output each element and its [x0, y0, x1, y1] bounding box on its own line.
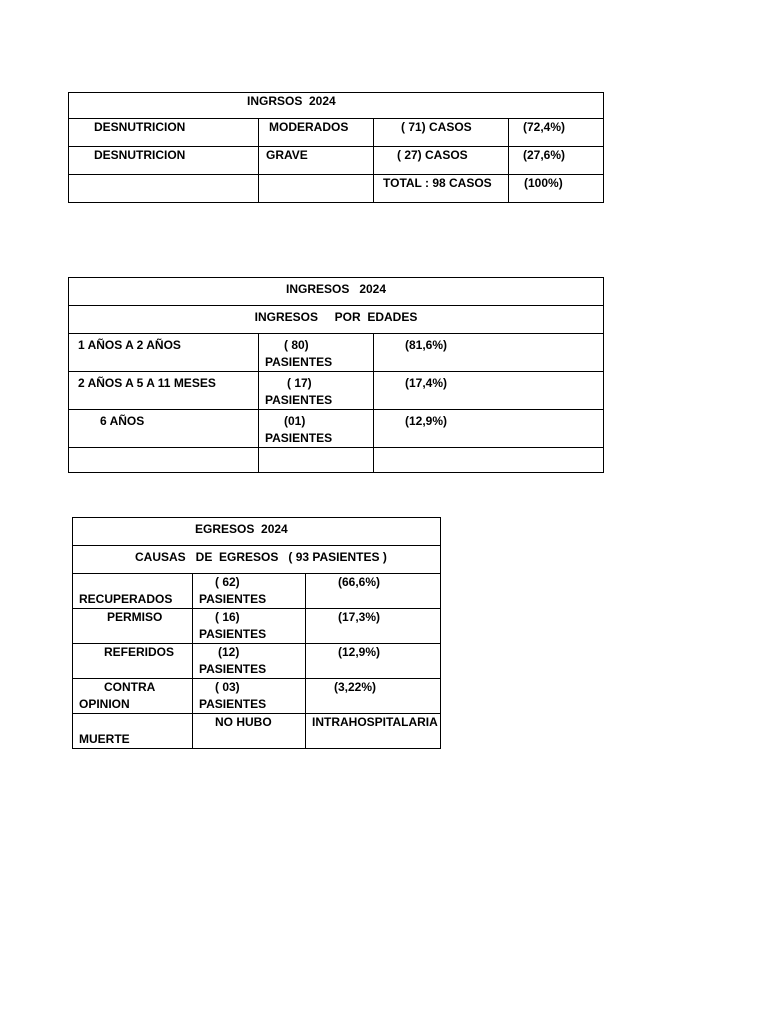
table-row: [69, 410, 604, 448]
table-row: [69, 334, 604, 372]
count-value: (12): [218, 645, 240, 659]
count-cell: [259, 410, 374, 448]
count-unit: PASIENTES: [265, 393, 333, 407]
count-value: ( 62): [215, 575, 240, 589]
table1-cell: ( 71) CASOS: [374, 119, 509, 147]
count-cell: [259, 334, 374, 372]
table-row: [73, 644, 441, 679]
count-cell: [259, 372, 374, 410]
cause-cell: PERMISO: [73, 609, 193, 644]
pct-cell: (17,3%): [306, 609, 441, 644]
table1-total-cell: TOTAL : 98 CASOS: [374, 175, 509, 203]
cause-cell: [73, 679, 193, 714]
cause-line-1: CONTRA: [104, 680, 156, 694]
cause-cell: REFERIDOS: [73, 644, 193, 679]
table-row: [73, 679, 441, 714]
count-cell: [193, 679, 306, 714]
age-cell: 6 AÑOS: [69, 410, 259, 448]
ingresos-por-edades-table: [68, 277, 604, 473]
table1-cell: MODERADOS: [259, 119, 374, 147]
table-row: [69, 372, 604, 410]
count-unit: PASIENTES: [199, 662, 267, 676]
pct-cell: (81,6%): [374, 334, 604, 372]
cause-cell: RECUPERADOS: [73, 574, 193, 609]
table1-cell: DESNUTRICION: [69, 119, 259, 147]
count-unit: PASIENTES: [265, 355, 333, 369]
count-value: ( 03): [215, 680, 240, 694]
table1-cell: ( 27) CASOS: [374, 147, 509, 175]
table1-cell: [259, 175, 374, 203]
table-row: [69, 448, 604, 473]
table-row: [73, 574, 441, 609]
empty-cell: [259, 448, 374, 473]
col2-cell: NO HUBO: [193, 714, 306, 749]
table1-cell: (27,6%): [509, 147, 604, 175]
table1-cell: (72,4%): [509, 119, 604, 147]
table1-cell: GRAVE: [259, 147, 374, 175]
col3-cell: INTRAHOSPITALARIA: [306, 714, 441, 749]
table1-cell: DESNUTRICION: [69, 147, 259, 175]
age-cell: 2 AÑOS A 5 A 11 MESES: [69, 372, 259, 410]
pct-cell: (3,22%): [306, 679, 441, 714]
count-value: ( 80): [284, 338, 309, 352]
table2-title: INGRESOS 2024: [69, 278, 604, 306]
empty-cell: [374, 448, 604, 473]
table1-cell: (100%): [509, 175, 604, 203]
count-value: ( 16): [215, 610, 240, 624]
table3-title: EGRESOS 2024: [73, 518, 441, 546]
count-cell: [193, 574, 306, 609]
egresos-table: [72, 517, 441, 749]
pct-cell: (66,6%): [306, 574, 441, 609]
count-cell: [193, 644, 306, 679]
pct-cell: (17,4%): [374, 372, 604, 410]
table-row: [73, 609, 441, 644]
pct-cell: (12,9%): [374, 410, 604, 448]
table-row: [69, 175, 604, 203]
count-value: ( 17): [287, 376, 312, 390]
table-row: [69, 147, 604, 175]
cause-cell: MUERTE: [73, 714, 193, 749]
count-unit: PASIENTES: [199, 592, 267, 606]
table1-cell: [69, 175, 259, 203]
cause-line-2: OPINION: [79, 697, 130, 711]
table3-subtitle: CAUSAS DE EGRESOS ( 93 PASIENTES ): [73, 546, 441, 574]
table1-title: [69, 93, 604, 119]
table-row: [73, 714, 441, 749]
count-cell: [193, 609, 306, 644]
count-unit: PASIENTES: [199, 627, 267, 641]
empty-cell: [69, 448, 259, 473]
age-cell: 1 AÑOS A 2 AÑOS: [69, 334, 259, 372]
table1-title-text: INGRSOS 2024: [247, 94, 336, 108]
count-unit: PASIENTES: [265, 431, 333, 445]
count-value: (01): [284, 414, 306, 428]
ingresos-desnutricion-table: [68, 92, 604, 203]
pct-cell: (12,9%): [306, 644, 441, 679]
count-unit: PASIENTES: [199, 697, 267, 711]
table-row: [69, 119, 604, 147]
table2-subtitle: INGRESOS POR EDADES: [69, 306, 604, 334]
